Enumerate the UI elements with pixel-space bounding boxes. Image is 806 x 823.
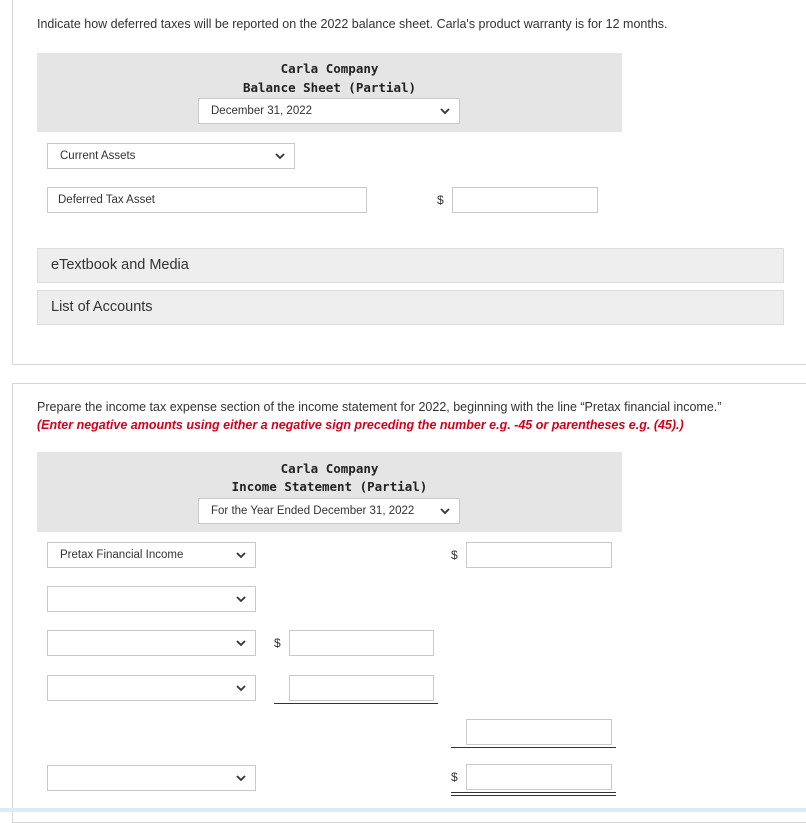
chevron-down-icon (274, 144, 286, 168)
chevron-down-icon (235, 587, 247, 611)
account-select-value: Pretax Financial Income (60, 549, 184, 561)
account-select-row-2[interactable] (47, 586, 256, 612)
list-of-accounts-link[interactable]: List of Accounts (37, 290, 784, 325)
deferred-tax-asset-amount-input[interactable] (452, 187, 598, 213)
classification-select[interactable] (47, 143, 295, 169)
account-select-row-1[interactable] (47, 542, 256, 568)
currency-symbol: $ (451, 548, 458, 562)
date-select-value: December 31, 2022 (211, 105, 313, 117)
balance-sheet-instruction: Indicate how deferred taxes will be reported on the 2022 balance sheet. Carla's product warranty is for 12 months. (37, 17, 668, 31)
account-select-row-3[interactable] (47, 630, 256, 656)
company-name: Carla Company (280, 461, 379, 476)
panel-separator (0, 366, 806, 382)
classification-select-value: Current Assets (60, 150, 136, 162)
final-total-underline (451, 792, 616, 793)
balance-sheet-header (37, 53, 622, 132)
period-select[interactable] (198, 498, 460, 524)
chevron-down-icon (439, 99, 451, 123)
account-select-row-6[interactable] (47, 765, 256, 791)
amount-input-row-3[interactable] (289, 630, 434, 656)
amount-input-row-1[interactable] (466, 542, 612, 568)
chevron-down-icon (235, 676, 247, 700)
total-underline (451, 747, 616, 748)
currency-symbol: $ (451, 770, 458, 784)
etextbook-media-link[interactable]: eTextbook and Media (37, 248, 784, 283)
company-name: Carla Company (280, 61, 379, 76)
bottom-strip (0, 808, 806, 812)
income-statement-header (37, 452, 622, 532)
chevron-down-icon (235, 543, 247, 567)
date-select[interactable] (198, 98, 460, 124)
final-total-double-underline (451, 795, 616, 796)
account-select-row-4[interactable] (47, 675, 256, 701)
amount-input-row-5[interactable] (466, 719, 612, 745)
period-select-value: For the Year Ended December 31, 2022 (211, 505, 415, 517)
deferred-tax-asset-label-field[interactable]: Deferred Tax Asset (47, 187, 367, 213)
statement-title: Balance Sheet (Partial) (242, 80, 417, 95)
negative-amounts-note: (Enter negative amounts using either a negative sign preceding the number e.g. -45 or parentheses e.g. (45).) (37, 418, 684, 432)
amount-input-row-4[interactable] (289, 675, 434, 701)
currency-symbol: $ (274, 636, 281, 650)
chevron-down-icon (439, 499, 451, 523)
amount-input-row-6[interactable] (466, 764, 612, 790)
currency-symbol: $ (437, 193, 444, 207)
income-statement-instruction: Prepare the income tax expense section of the income statement for 2022, beginning with the line “Pretax financial income.” (37, 400, 722, 414)
chevron-down-icon (235, 766, 247, 790)
statement-title: Income Statement (Partial) (231, 479, 428, 494)
chevron-down-icon (235, 631, 247, 655)
subtotal-underline (274, 703, 438, 704)
